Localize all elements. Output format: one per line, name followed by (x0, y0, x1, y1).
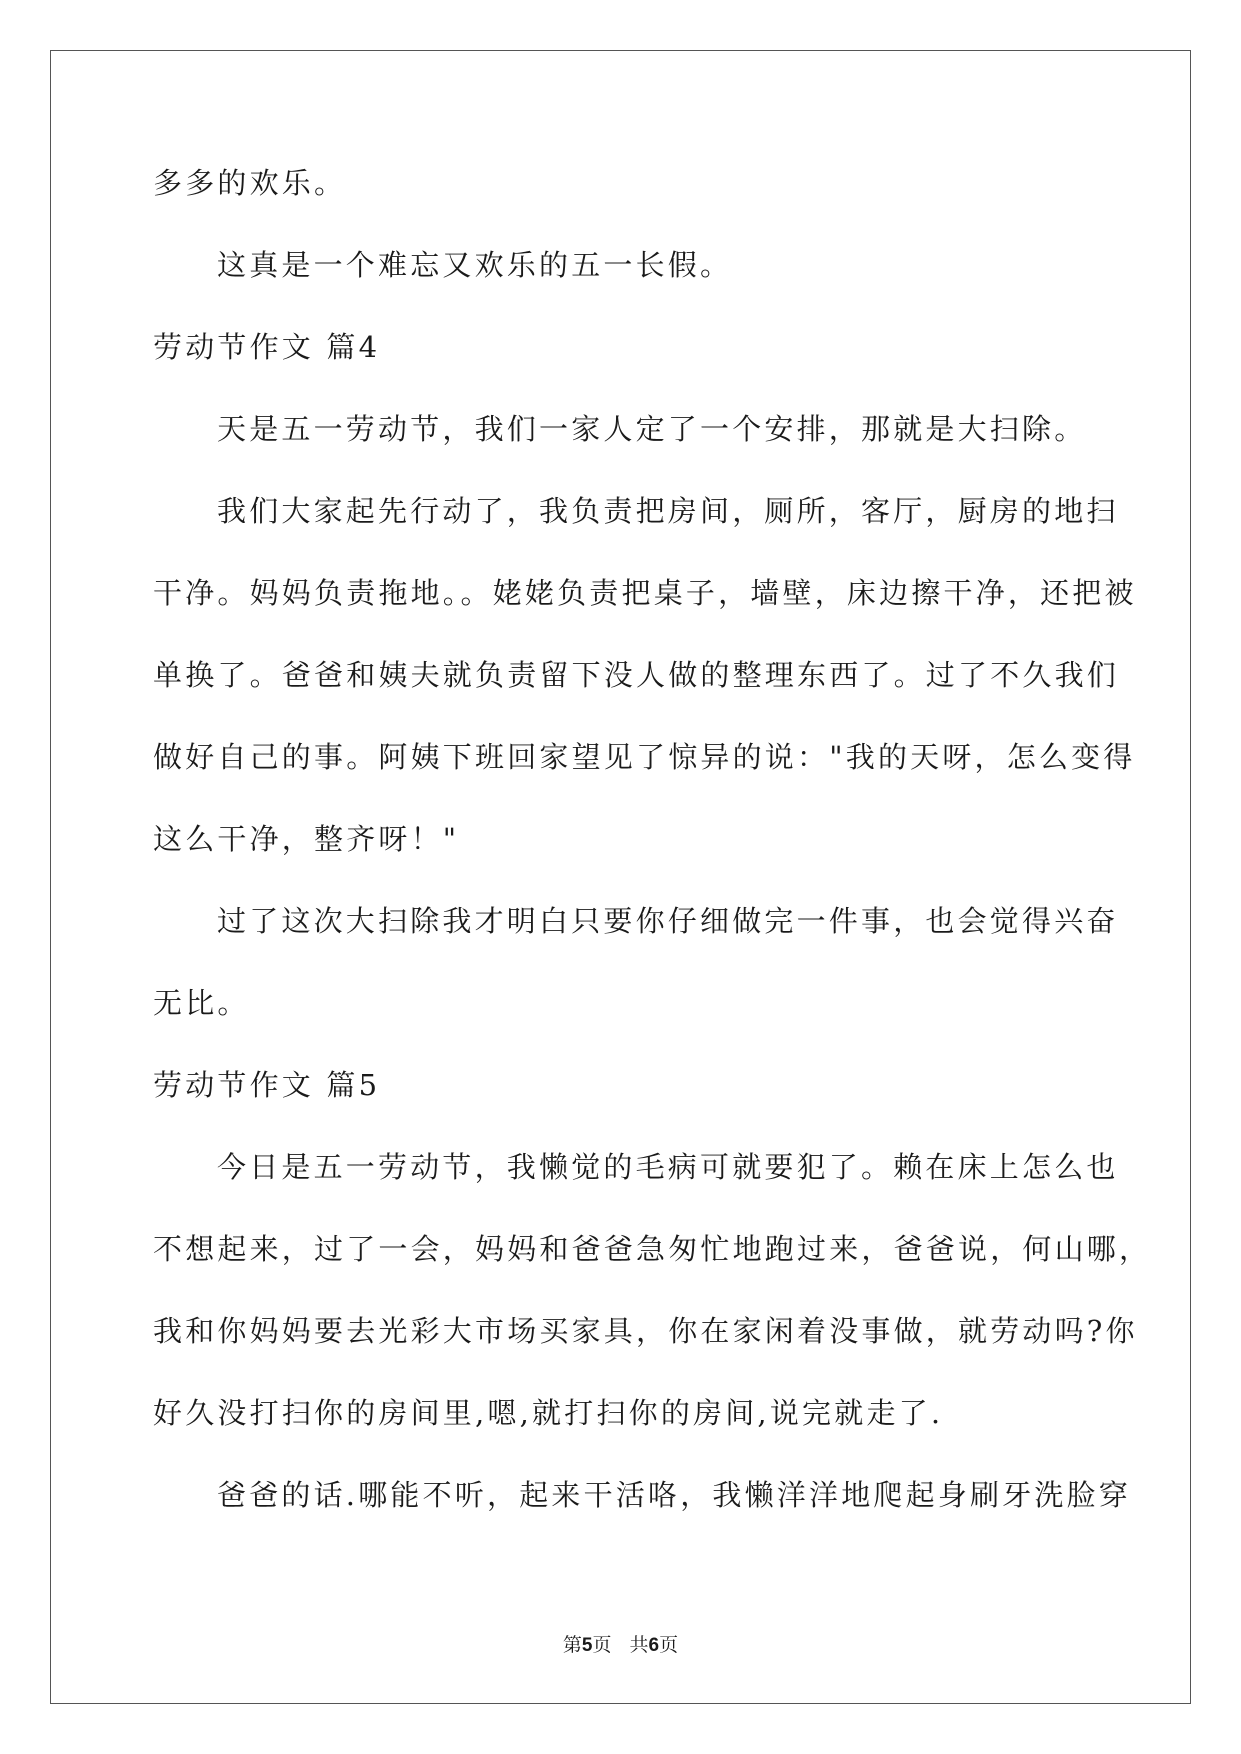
paragraph-line: 干净。妈妈负责拖地。。姥姥负责把桌子，墙壁，床边擦干净，还把被 (153, 576, 1137, 610)
section-heading: 劳动节作文 篇5 (153, 1068, 381, 1102)
paragraph-line: 多多的欢乐。 (153, 166, 347, 200)
current-page-number: 5 (581, 1635, 593, 1656)
paragraph-line: 这么干净，整齐呀！" (153, 822, 460, 856)
total-pages-prefix: 共 (629, 1634, 649, 1656)
paragraph-line: 天是五一劳动节，我们一家人定了一个安排，那就是大扫除。 (217, 412, 1087, 446)
page-number-suffix: 页 (592, 1634, 612, 1656)
paragraph-line: 我们大家起先行动了，我负责把房间，厕所，客厅，厨房的地扫 (217, 494, 1119, 528)
document-body (153, 165, 1152, 1513)
paragraph-line: 这真是一个难忘又欢乐的五一长假。 (217, 248, 733, 282)
paragraph-line: 不想起来，过了一会，妈妈和爸爸急匆忙地跑过来，爸爸说，何山哪， (153, 1232, 1152, 1266)
paragraph-line: 单换了。爸爸和姨夫就负责留下没人做的整理东西了。过了不久我们 (153, 658, 1120, 692)
page-number-prefix: 第 (562, 1634, 582, 1656)
paragraph-line: 我和你妈妈要去光彩大市场买家具，你在家闲着没事做，就劳动吗?你 (153, 1314, 1138, 1348)
total-pages-number: 6 (648, 1635, 660, 1656)
paragraph-line: 做好自己的事。阿姨下班回家望见了惊异的说："我的天呀，怎么变得 (153, 740, 1136, 774)
section-heading: 劳动节作文 篇4 (153, 330, 381, 364)
paragraph-line: 过了这次大扫除我才明白只要你仔细做完一件事，也会觉得兴奋 (217, 904, 1119, 938)
paragraph-line: 爸爸的话.哪能不听，起来干活咯，我懒洋洋地爬起身刷牙洗脸穿 (217, 1478, 1132, 1512)
paragraph-line: 好久没打扫你的房间里,嗯,就打扫你的房间,说完就走了. (153, 1396, 944, 1430)
total-pages-suffix: 页 (659, 1634, 679, 1656)
paragraph-line: 今日是五一劳动节，我懒觉的毛病可就要犯了。赖在床上怎么也 (217, 1150, 1119, 1184)
page-footer (0, 1633, 1241, 1658)
paragraph-line: 无比。 (153, 986, 250, 1020)
